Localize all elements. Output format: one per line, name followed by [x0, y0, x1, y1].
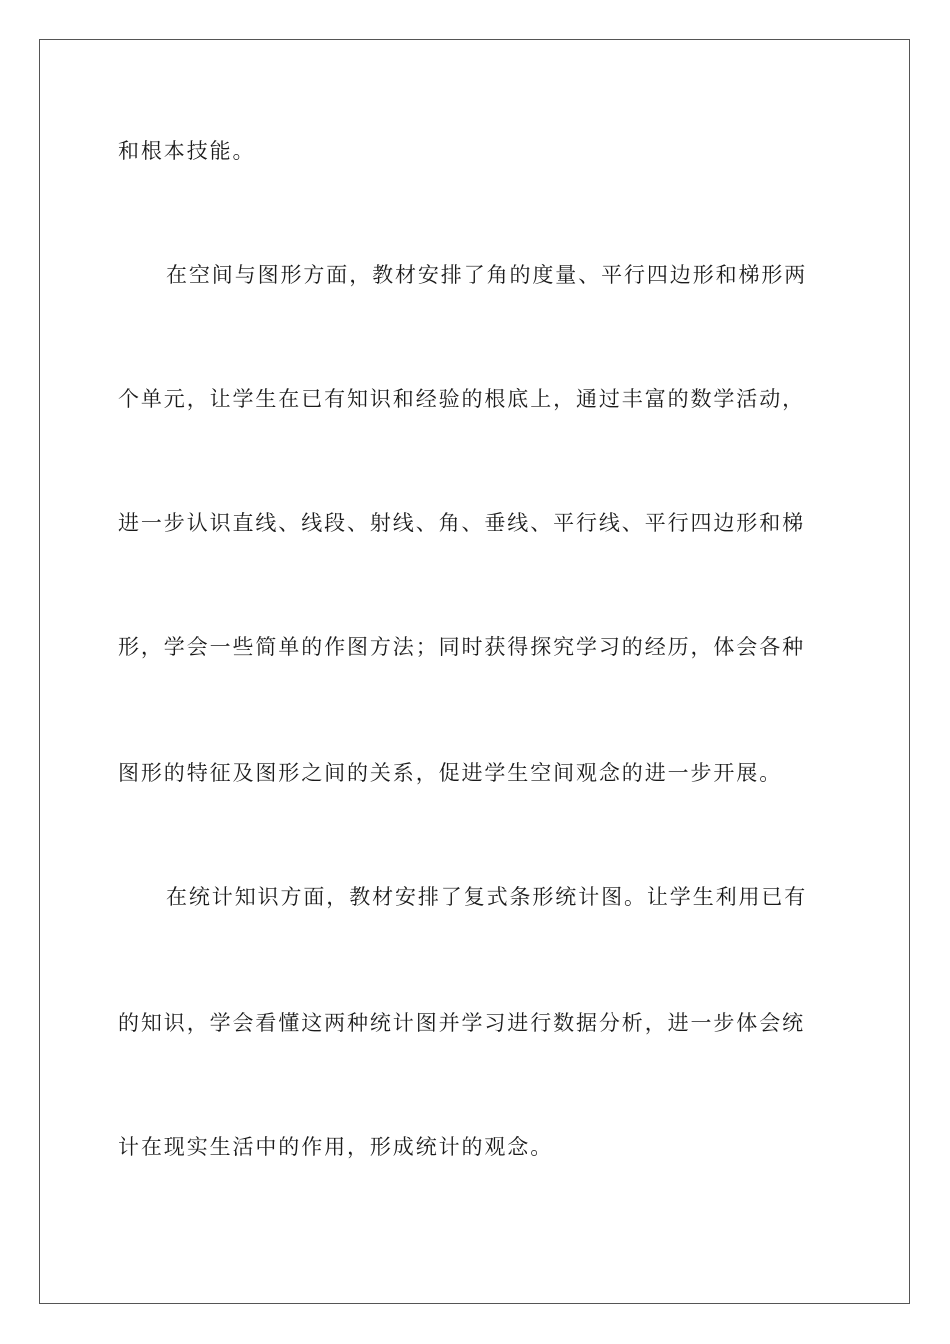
paragraph-line: 在空间与图形方面，教材安排了角的度量、平行四边形和梯形两: [166, 263, 808, 287]
paragraph-line: 图形的特征及图形之间的关系，促进学生空间观念的进一步开展。: [118, 761, 783, 785]
paragraph-line: 和根本技能。: [118, 139, 256, 163]
paragraph-line: 在统计知识方面，教材安排了复式条形统计图。让学生利用已有: [166, 885, 808, 909]
paragraph-line: 形，学会一些简单的作图方法；同时获得探究学习的经历，体会各种: [118, 635, 805, 659]
paragraph-line: 进一步认识直线、线段、射线、角、垂线、平行线、平行四边形和梯: [118, 511, 805, 535]
page-frame: [39, 39, 910, 1304]
paragraph-line: 计在现实生活中的作用，形成统计的观念。: [118, 1135, 554, 1159]
paragraph-line: 个单元，让学生在已有知识和经验的根底上，通过丰富的数学活动，: [118, 387, 805, 411]
paragraph-line: 的知识，学会看懂这两种统计图并学习进行数据分析，进一步体会统: [118, 1011, 805, 1035]
